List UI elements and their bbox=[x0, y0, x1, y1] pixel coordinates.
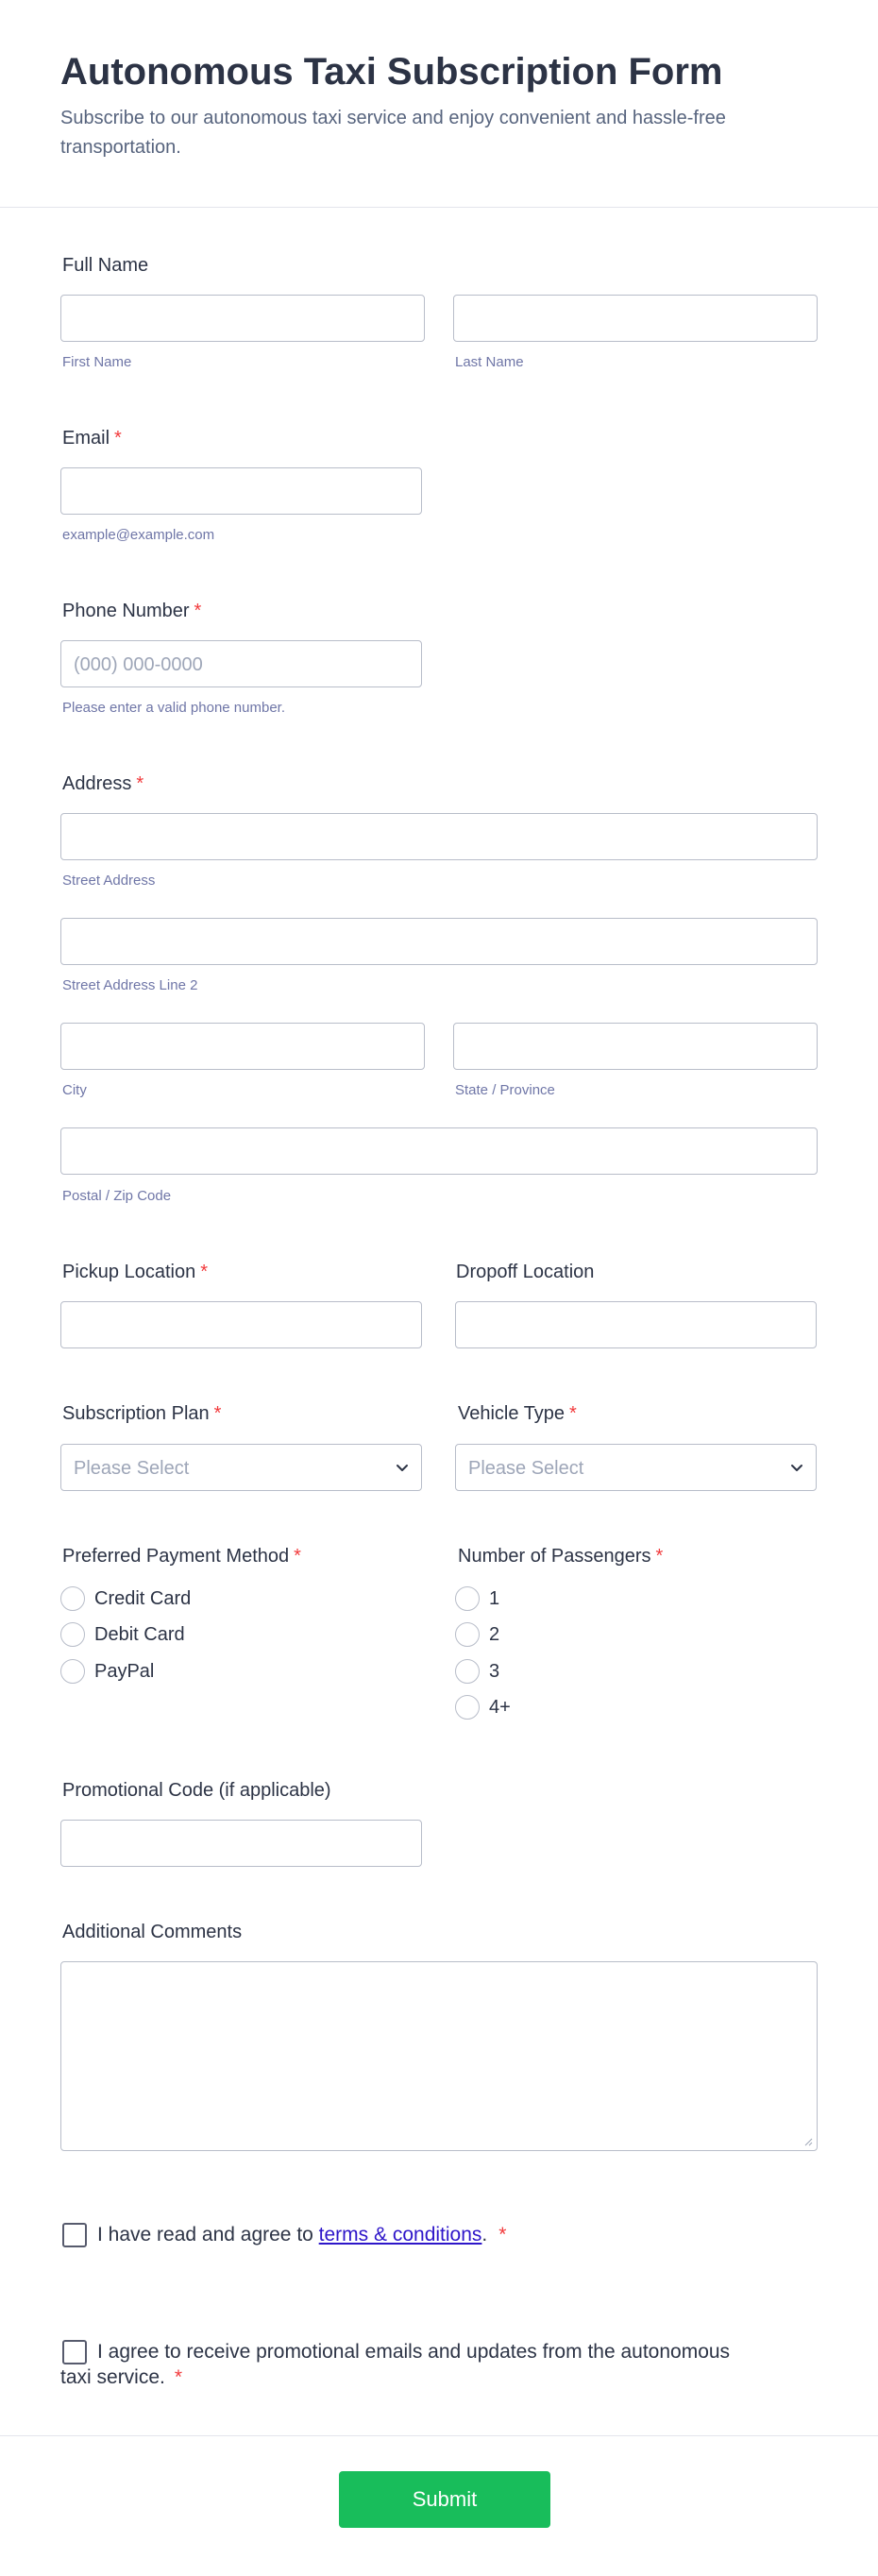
state-input[interactable] bbox=[453, 1023, 818, 1070]
form-body bbox=[0, 208, 878, 2575]
city-input[interactable] bbox=[60, 1023, 425, 1070]
required-mark: * bbox=[114, 428, 122, 449]
chevron-down-icon bbox=[787, 1458, 806, 1477]
form-title: Autonomous Taxi Subscription Form bbox=[60, 51, 723, 93]
phone-sublabel: Please enter a valid phone number. bbox=[62, 700, 285, 716]
vehicle-type-select[interactable] bbox=[455, 1444, 817, 1491]
radio-button[interactable] bbox=[455, 1586, 480, 1611]
comments-label-text: Additional Comments bbox=[62, 1922, 243, 1942]
subscription-plan-label bbox=[62, 1402, 221, 1425]
chevron-down-icon bbox=[393, 1458, 412, 1477]
promo-code-label bbox=[62, 1779, 331, 1802]
phone-label bbox=[62, 600, 201, 622]
form-subtitle: Subscribe to our autonomous taxi service and enjoy convenient and hassle-free transportation. bbox=[60, 108, 726, 158]
vehicle-type-placeholder: Please Select bbox=[468, 1458, 584, 1479]
required-mark: * bbox=[136, 773, 144, 794]
email-label-text: Email bbox=[62, 428, 110, 449]
promo-code-input[interactable] bbox=[60, 1820, 422, 1867]
footer-divider bbox=[0, 2435, 878, 2436]
submit-button[interactable]: Submit bbox=[339, 2471, 550, 2528]
subscription-plan-label-text: Subscription Plan bbox=[62, 1403, 210, 1424]
dropoff-location-input[interactable] bbox=[455, 1301, 817, 1348]
dropoff-label bbox=[456, 1261, 594, 1283]
required-mark: * bbox=[569, 1403, 577, 1424]
street-address-line2-input[interactable] bbox=[60, 918, 818, 965]
radio-label: 4+ bbox=[489, 1697, 511, 1718]
required-mark: * bbox=[174, 2366, 183, 2388]
required-mark: * bbox=[655, 1546, 664, 1567]
passengers-label bbox=[458, 1545, 663, 1568]
form-header bbox=[0, 0, 878, 208]
pickup-label-text: Pickup Location bbox=[62, 1262, 196, 1282]
promo-code-label-text: Promotional Code (if applicable) bbox=[62, 1780, 331, 1801]
radio-label: 2 bbox=[489, 1624, 500, 1645]
resize-grip-icon[interactable] bbox=[803, 2137, 813, 2146]
passengers-label-text: Number of Passengers bbox=[458, 1546, 651, 1567]
vehicle-type-label bbox=[458, 1402, 577, 1425]
full-name-label bbox=[62, 254, 148, 277]
last-name-input[interactable] bbox=[453, 295, 818, 342]
phone-input[interactable] bbox=[60, 640, 422, 687]
radio-button[interactable] bbox=[455, 1695, 480, 1720]
terms-text-before: I have read and agree to bbox=[97, 2224, 319, 2246]
required-mark: * bbox=[294, 1546, 301, 1567]
required-mark: * bbox=[498, 2224, 507, 2246]
radio-label: PayPal bbox=[94, 1661, 155, 1682]
pickup-location-input[interactable] bbox=[60, 1301, 422, 1348]
email-sublabel: example@example.com bbox=[62, 527, 215, 543]
subscription-plan-select[interactable] bbox=[60, 1444, 422, 1491]
first-name-input[interactable] bbox=[60, 295, 425, 342]
radio-button[interactable] bbox=[455, 1622, 480, 1647]
payment-method-label bbox=[62, 1545, 301, 1568]
radio-label: 1 bbox=[489, 1588, 500, 1609]
terms-link[interactable]: terms & conditions bbox=[318, 2224, 482, 2246]
comments-textarea[interactable] bbox=[60, 1961, 818, 2151]
comments-label bbox=[62, 1921, 242, 1943]
promo-emails-text bbox=[60, 2339, 759, 2390]
required-mark: * bbox=[213, 1403, 222, 1424]
payment-method-label-text: Preferred Payment Method bbox=[62, 1546, 290, 1567]
postal-code-sublabel: Postal / Zip Code bbox=[62, 1188, 172, 1204]
pickup-label bbox=[62, 1261, 208, 1283]
email-label bbox=[62, 427, 122, 449]
full-name-label-text: Full Name bbox=[62, 255, 149, 276]
radio-button[interactable] bbox=[455, 1659, 480, 1684]
required-mark: * bbox=[194, 601, 202, 621]
email-field[interactable] bbox=[60, 467, 422, 515]
radio-label: Credit Card bbox=[94, 1588, 192, 1609]
radio-button[interactable] bbox=[60, 1659, 85, 1684]
street-address-line2-sublabel: Street Address Line 2 bbox=[62, 977, 198, 993]
terms-checkbox[interactable] bbox=[62, 2223, 87, 2247]
vehicle-type-label-text: Vehicle Type bbox=[458, 1403, 566, 1424]
street-address-input[interactable] bbox=[60, 813, 818, 860]
state-sublabel: State / Province bbox=[455, 1082, 555, 1098]
dropoff-label-text: Dropoff Location bbox=[456, 1262, 595, 1282]
first-name-sublabel: First Name bbox=[62, 354, 132, 370]
required-mark: * bbox=[200, 1262, 208, 1282]
subscription-plan-placeholder: Please Select bbox=[74, 1458, 190, 1479]
postal-code-input[interactable] bbox=[60, 1127, 818, 1175]
phone-placeholder: (000) 000-0000 bbox=[74, 654, 203, 675]
address-label bbox=[62, 772, 144, 795]
radio-button[interactable] bbox=[60, 1586, 85, 1611]
terms-text bbox=[97, 2222, 506, 2247]
promo-emails-text-content: I agree to receive promotional emails and updates from the autonomous taxi service. bbox=[60, 2341, 731, 2388]
radio-button[interactable] bbox=[60, 1622, 85, 1647]
street-address-sublabel: Street Address bbox=[62, 873, 156, 889]
radio-label: Debit Card bbox=[94, 1624, 185, 1645]
last-name-sublabel: Last Name bbox=[455, 354, 524, 370]
terms-text-after: . bbox=[481, 2224, 488, 2246]
radio-label: 3 bbox=[489, 1661, 500, 1682]
address-label-text: Address bbox=[62, 773, 132, 794]
city-sublabel: City bbox=[62, 1082, 87, 1098]
phone-label-text: Phone Number bbox=[62, 601, 190, 621]
